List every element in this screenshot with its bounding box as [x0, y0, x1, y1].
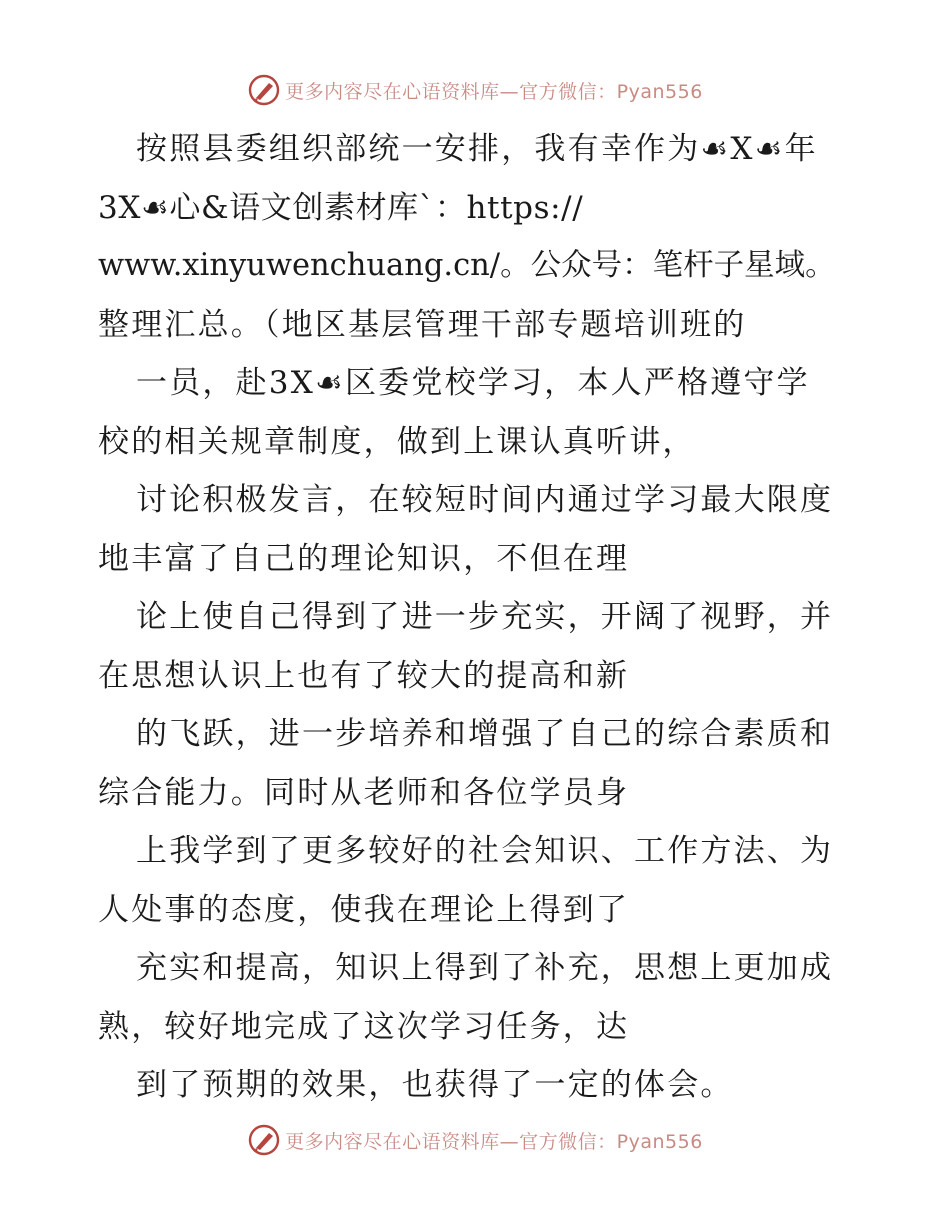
text-line: 3X☙心&语文创素材库`：https:// [98, 189, 584, 226]
text-line: 地丰富了自己的理论知识，不但在理 [98, 540, 630, 577]
pen-logo-icon [247, 1123, 281, 1157]
text-line: 一员，赴3X☙区委党校学习，本人严格遵守学 [136, 365, 810, 401]
text-line: 人处事的态度，使我在理论上得到了 [98, 891, 630, 928]
text-line: 到了预期的效果，也获得了一定的体会。 [136, 1067, 734, 1103]
text-line: 整理汇总。（地区基层管理干部专题培训班的 [98, 306, 747, 343]
header-watermark [0, 70, 950, 110]
text-line: 按照县委组织部统一安排，我有幸作为☙X☙年 [136, 131, 818, 167]
pen-logo-icon [247, 73, 281, 107]
text-line: 综合能力。同时从老师和各位学员身 [98, 774, 630, 811]
text-line: 在思想认识上也有了较大的提高和新 [98, 657, 630, 694]
text-line: 讨论积极发言，在较短时间内通过学习最大限度 [136, 482, 834, 518]
watermark-text: 更多内容尽在心语资料库—官方微信：Pyan556 [285, 80, 703, 103]
footer-watermark [0, 1120, 950, 1160]
watermark-text: 更多内容尽在心语资料库—官方微信：Pyan556 [285, 1130, 703, 1153]
text-line: www.xinyuwenchuang.cn/。公众号：笔杆子星域。 [98, 248, 836, 283]
text-line: 充实和提高，知识上得到了补充，思想上更加成 [136, 950, 834, 986]
text-line: 的飞跃，进一步培养和增强了自己的综合素质和 [136, 716, 834, 752]
text-line: 校的相关规章制度，做到上课认真听讲， [98, 423, 696, 460]
text-line: 熟，较好地完成了这次学习任务，达 [98, 1008, 630, 1045]
text-line: 论上使自己得到了进一步充实，开阔了视野，并 [136, 599, 834, 635]
text-line: 上我学到了更多较好的社会知识、工作方法、为 [136, 833, 834, 869]
document-body [98, 120, 858, 1115]
